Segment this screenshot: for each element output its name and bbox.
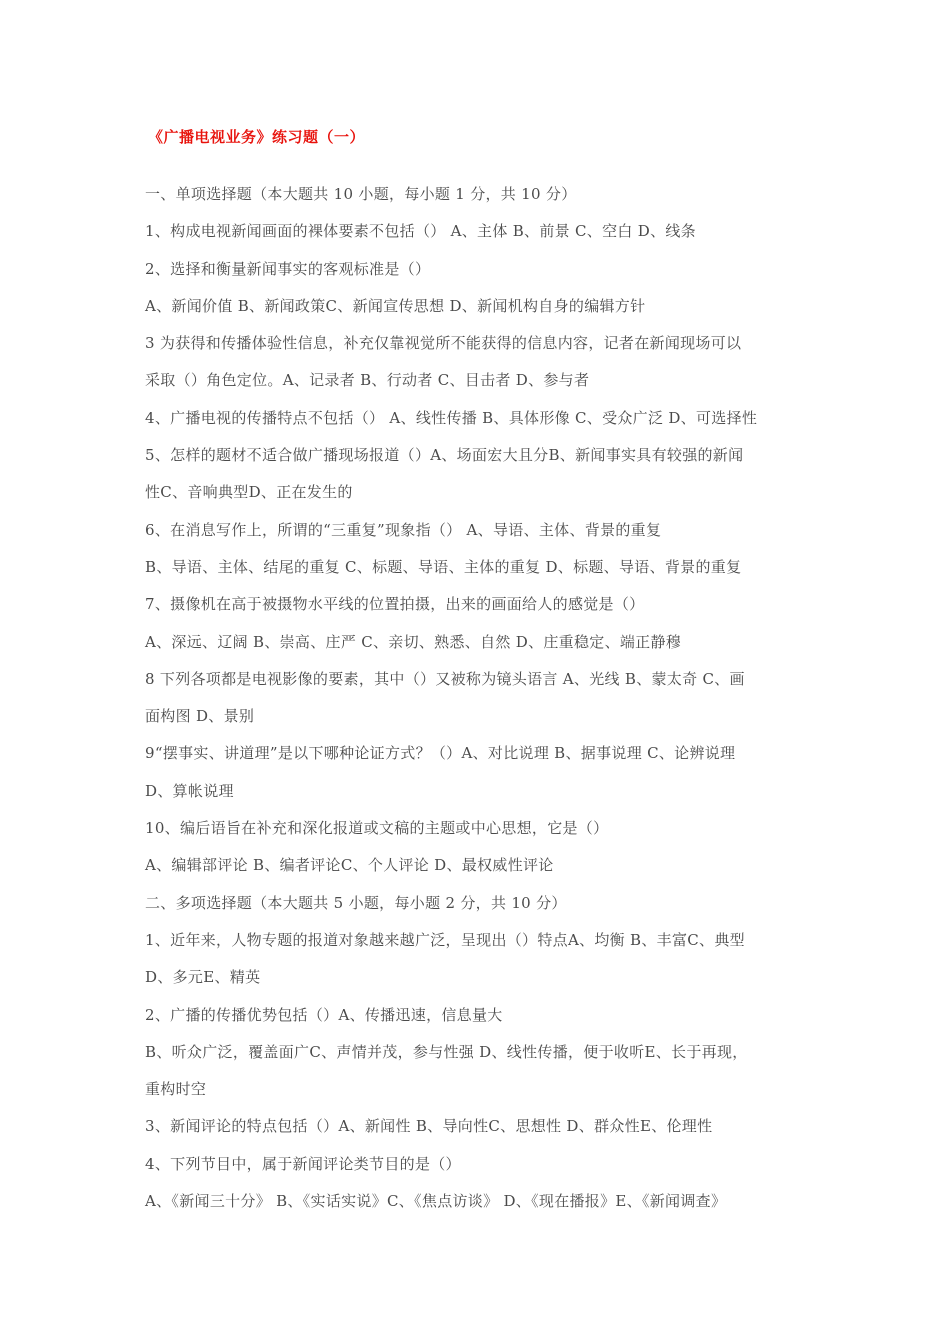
options-line: 采取（）角色定位。A、记录者 B、行动者 C、目击者 D、参与者 xyxy=(145,371,590,390)
options-line: 面构图 D、景别 xyxy=(145,707,255,726)
options-line: A、深远、辽阔 B、崇高、庄严 C、亲切、熟悉、自然 D、庄重稳定、端正静穆 xyxy=(145,632,682,651)
question-line: 2、选择和衡量新闻事实的客观标准是（） xyxy=(145,259,431,278)
question-line: 9“摆事实、讲道理”是以下哪种论证方式？（）A、对比说理 B、据事说理 C、论辨说理 xyxy=(145,744,736,763)
question-line: 10、编后语旨在补充和深化报道或文稿的主题或中心思想，它是（） xyxy=(145,819,609,838)
options-line: A、编辑部评论 B、编者评论C、个人评论 D、最权威性评论 xyxy=(145,856,554,875)
question-line: 8 下列各项都是电视影像的要素，其中（）又被称为镜头语言 A、光线 B、蒙太奇 C、画 xyxy=(145,669,745,688)
document-title: 《广播电视业务》练习题（一） xyxy=(148,128,366,146)
options-line: 重构时空 xyxy=(145,1080,207,1099)
options-line: A、新闻价值 B、新闻政策C、新闻宣传思想 D、新闻机构自身的编辑方针 xyxy=(145,296,646,315)
question-line: 1、近年来，人物专题的报道对象越来越广泛，呈现出（）特点A、均衡 B、丰富C、典型 xyxy=(145,930,745,949)
question-line: 2、广播的传播优势包括（）A、传播迅速，信息量大 xyxy=(145,1005,503,1024)
options-line: B、听众广泛，覆盖面广C、声情并茂，参与性强 D、线性传播，便于收听E、长于再现， xyxy=(145,1042,748,1061)
question-line: 1、构成电视新闻画面的裸体要素不包括（） A、主体 B、前景 C、空白 D、线条 xyxy=(145,222,696,241)
question-line: 3、新闻评论的特点包括（）A、新闻性 B、导向性C、思想性 D、群众性E、伦理性 xyxy=(145,1117,713,1136)
question-line: 4、广播电视的传播特点不包括（） A、线性传播 B、具体形像 C、受众广泛 D、可选择性 xyxy=(145,408,758,427)
options-line: D、算帐说理 xyxy=(145,781,234,800)
question-line: 4、下列节目中，属于新闻评论类节目的是（） xyxy=(145,1154,461,1173)
section-heading-single-choice: 一、单项选择题（本大题共 10 小题，每小题 1 分，共 10 分） xyxy=(145,185,577,203)
question-line: 7、摄像机在高于被摄物水平线的位置拍摄，出来的画面给人的感觉是（） xyxy=(145,595,645,614)
options-line: A、《新闻三十分》 B、《实话实说》C、《焦点访谈》 D、《现在播报》E、《新闻调查》 xyxy=(145,1192,727,1211)
document-body xyxy=(145,181,815,1225)
question-line: 3 为获得和传播体验性信息，补充仅靠视觉所不能获得的信息内容，记者在新闻现场可以 xyxy=(145,334,742,353)
options-line: B、导语、主体、结尾的重复 C、标题、导语、主体的重复 D、标题、导语、背景的重复 xyxy=(145,557,742,576)
options-line: 性C、音响典型D、正在发生的 xyxy=(145,483,353,502)
question-line: 6、在消息写作上，所谓的“三重复”现象指（） A、导语、主体、背景的重复 xyxy=(145,520,662,539)
question-line: 5、怎样的题材不适合做广播现场报道（）A、场面宏大且分B、新闻事实具有较强的新闻 xyxy=(145,446,744,465)
options-line: D、多元E、精英 xyxy=(145,968,261,987)
section-heading-multiple-choice: 二、多项选择题（本大题共 5 小题，每小题 2 分，共 10 分） xyxy=(145,893,567,912)
